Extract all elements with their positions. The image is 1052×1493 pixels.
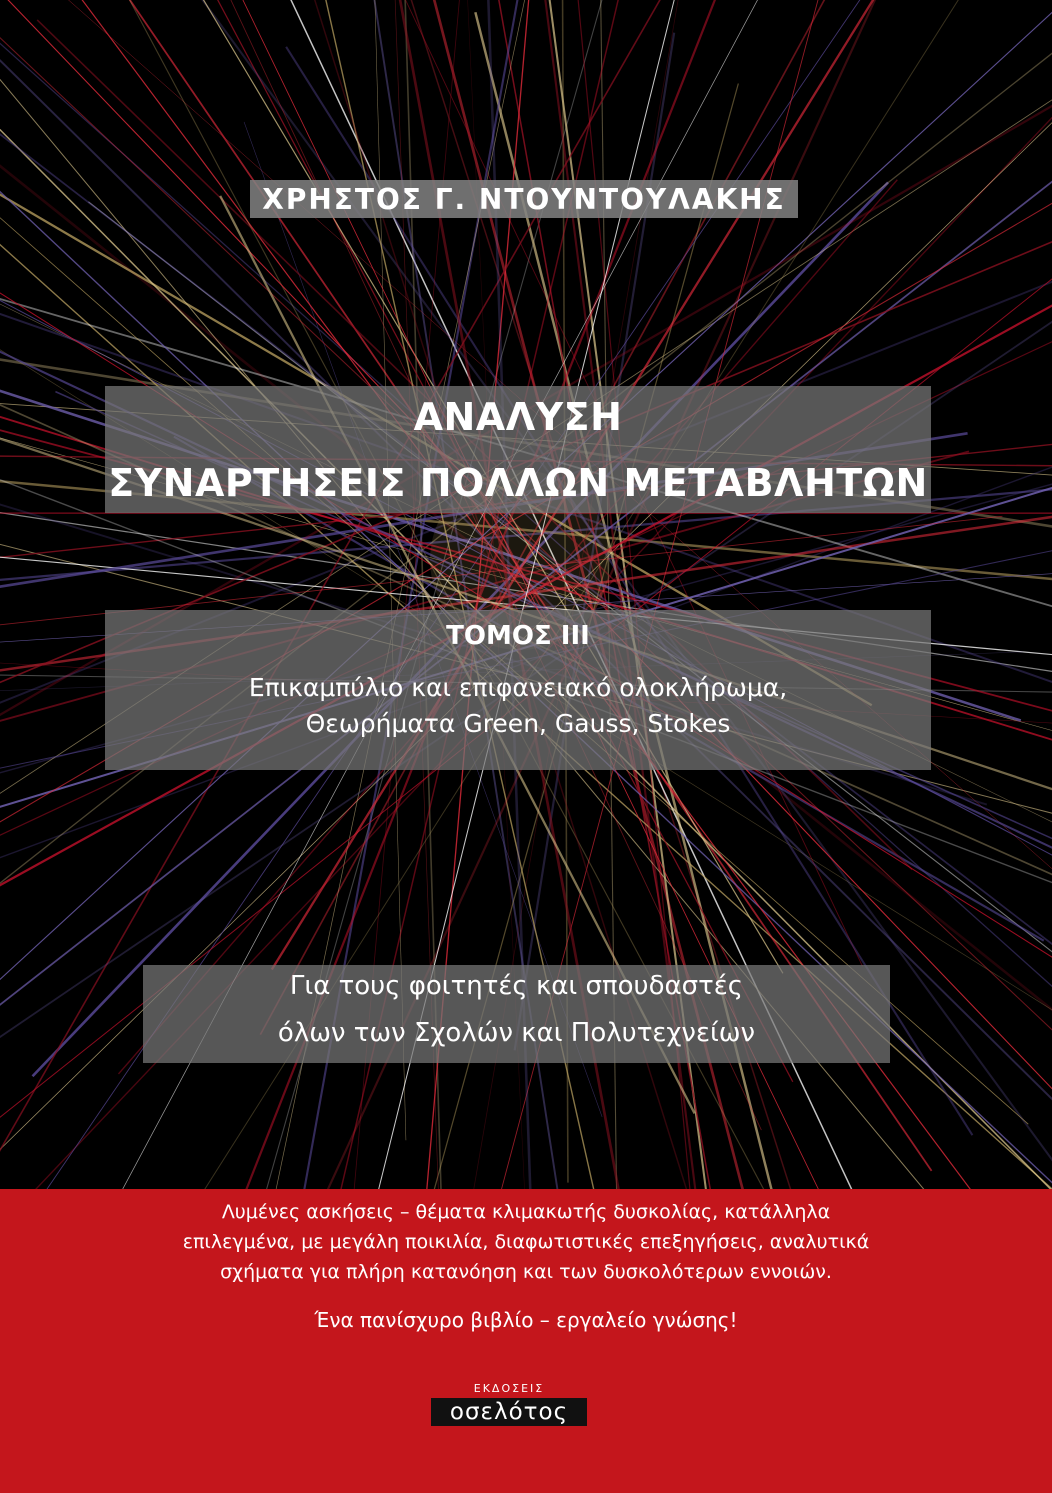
title-line-1: ΑΝΑΛΥΣΗ [413,395,623,439]
title-line-2: ΣΥΝΑΡΤΗΣΕΙΣ ΠΟΛΛΩΝ ΜΕΤΑΒΛΗΤΩΝ [108,461,928,505]
volume-box [105,610,931,770]
description-line-3: σχήματα για πλήρη κατανόηση και των δυσκολότερων εννοιών. [220,1261,832,1283]
title-box [105,386,931,513]
volume-label: ΤΟΜΟΣ III [446,621,590,651]
subtitle-line-2: Θεωρήματα Green, Gauss, Stokes [305,709,731,738]
tagline: Ένα πανίσχυρο βιβλίο – εργαλείο γνώσης! [314,1308,738,1332]
author-box [250,180,798,218]
audience-line-1: Για τους φοιτητές και σπουδαστές [289,971,744,1001]
description-line-1: Λυμένες ασκήσεις – θέματα κλιμακωτής δυσκολίας, κατάλληλα [221,1201,831,1223]
publisher-small-label: ΕΚΔΟΣΕΙΣ [473,1382,545,1395]
audience-line-2: όλων των Σχολών και Πολυτεχνείων [277,1018,756,1048]
subtitle-line-1: Επικαμπύλιο και επιφανειακό ολοκλήρωμα, [248,673,788,702]
description-band [0,1189,1052,1493]
publisher-logo [431,1382,587,1426]
audience-box [143,965,890,1063]
author-name: ΧΡΗΣΤΟΣ Γ. ΝΤΟΥΝΤΟΥΛΑΚΗΣ [262,183,786,216]
publisher-name: οσελότος [431,1398,587,1426]
description-line-2: επιλεγμένα, με μεγάλη ποικιλία, διαφωτιστικές επεξηγήσεις, αναλυτικά [182,1231,870,1253]
